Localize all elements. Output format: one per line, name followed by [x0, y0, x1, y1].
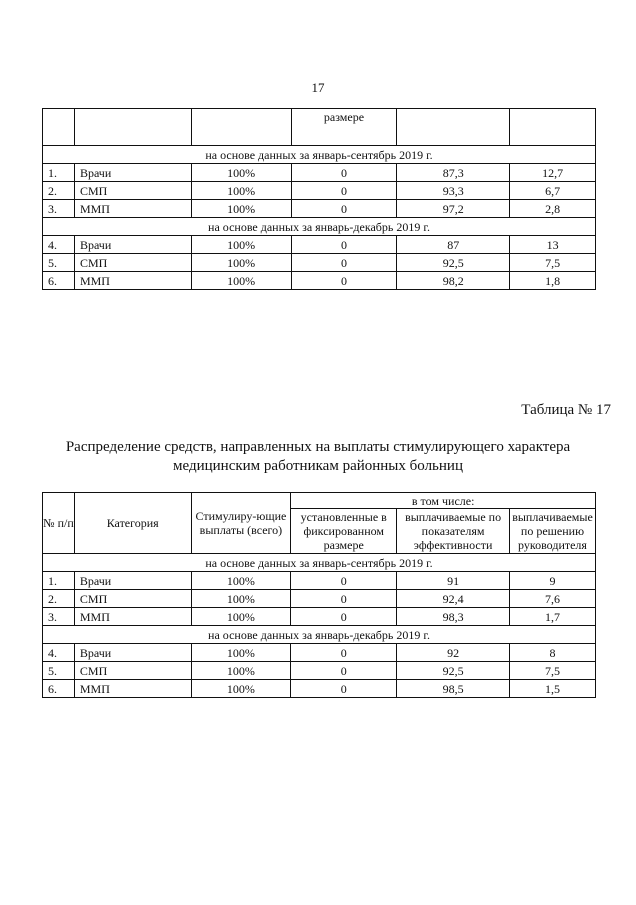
- performance-cell: 91: [397, 572, 510, 590]
- fixed-cell: 0: [291, 164, 397, 182]
- fixed-cell: 0: [291, 662, 397, 680]
- performance-cell: 92,5: [397, 254, 510, 272]
- performance-cell: 92,4: [397, 590, 510, 608]
- category-cell: Врачи: [74, 644, 191, 662]
- total-cell: 100%: [191, 236, 291, 254]
- top-table-header-row: [43, 109, 596, 146]
- total-cell: 100%: [191, 272, 291, 290]
- performance-cell: 92: [397, 644, 510, 662]
- manager-cell: 9: [509, 572, 595, 590]
- table-title: [0, 438, 636, 476]
- header-total: Стимулиру-ющие выплаты (всего): [191, 493, 291, 554]
- total-cell: 100%: [191, 254, 291, 272]
- performance-cell: 97,2: [397, 200, 510, 218]
- manager-cell: 13: [510, 236, 596, 254]
- header-performance: выплачиваемые по показателям эффективности: [397, 509, 510, 554]
- row-number: 2.: [43, 590, 75, 608]
- table-17-header-row-1: [43, 493, 596, 509]
- manager-cell: 1,5: [509, 680, 595, 698]
- manager-cell: 7,6: [509, 590, 595, 608]
- category-cell: Врачи: [74, 572, 191, 590]
- section-title: на основе данных за январь-сентябрь 2019 г.: [43, 554, 596, 572]
- page-number: 17: [311, 80, 325, 95]
- performance-cell: 93,3: [397, 182, 510, 200]
- header-num: № п/п: [43, 493, 75, 554]
- total-cell: 100%: [191, 590, 291, 608]
- manager-cell: 8: [509, 644, 595, 662]
- table-row: [43, 200, 596, 218]
- table-row: [43, 254, 596, 272]
- section-row: [43, 218, 596, 236]
- manager-cell: 2,8: [510, 200, 596, 218]
- table-row: [43, 644, 596, 662]
- table-row: [43, 164, 596, 182]
- performance-cell: 92,5: [397, 662, 510, 680]
- section-title: на основе данных за январь-декабрь 2019 г.: [43, 626, 596, 644]
- row-number: 4.: [43, 236, 75, 254]
- row-number: 6.: [43, 680, 75, 698]
- total-cell: 100%: [191, 662, 291, 680]
- fixed-cell: 0: [291, 608, 397, 626]
- performance-cell: 98,5: [397, 680, 510, 698]
- fixed-cell: 0: [291, 272, 397, 290]
- table-row: [43, 662, 596, 680]
- total-cell: 100%: [191, 572, 291, 590]
- header-category: Категория: [74, 493, 191, 554]
- manager-cell: 7,5: [509, 662, 595, 680]
- category-cell: ММП: [74, 680, 191, 698]
- section-row: [43, 626, 596, 644]
- fixed-cell: 0: [291, 236, 397, 254]
- total-cell: 100%: [191, 182, 291, 200]
- fixed-cell: 0: [291, 254, 397, 272]
- category-cell: ММП: [74, 608, 191, 626]
- section-row: [43, 554, 596, 572]
- table-title-line-2: медицинским работникам районных больниц: [173, 458, 463, 474]
- header-fixed: установленные в фиксированном размере: [291, 509, 397, 554]
- row-number: 5.: [43, 662, 75, 680]
- performance-cell: 87: [397, 236, 510, 254]
- row-number: 1.: [43, 164, 75, 182]
- fixed-cell: 0: [291, 200, 397, 218]
- table-row: [43, 236, 596, 254]
- table-row: [43, 680, 596, 698]
- section-row: [43, 146, 596, 164]
- row-number: 5.: [43, 254, 75, 272]
- table-row: [43, 590, 596, 608]
- table-row: [43, 182, 596, 200]
- manager-cell: 6,7: [510, 182, 596, 200]
- category-cell: СМП: [74, 662, 191, 680]
- section-title: на основе данных за январь-сентябрь 2019 г.: [43, 146, 596, 164]
- top-table: [42, 108, 596, 290]
- manager-cell: 1,8: [510, 272, 596, 290]
- row-number: 2.: [43, 182, 75, 200]
- row-number: 4.: [43, 644, 75, 662]
- header-manager: выплачиваемые по решению руководителя: [509, 509, 595, 554]
- table-17: [42, 492, 596, 698]
- section-title: на основе данных за январь-декабрь 2019 г.: [43, 218, 596, 236]
- row-number: 3.: [43, 200, 75, 218]
- fixed-cell: 0: [291, 572, 397, 590]
- category-cell: Врачи: [74, 236, 191, 254]
- table-row: [43, 272, 596, 290]
- fixed-cell: 0: [291, 644, 397, 662]
- total-cell: 100%: [191, 200, 291, 218]
- total-cell: 100%: [191, 680, 291, 698]
- category-cell: ММП: [74, 200, 191, 218]
- row-number: 6.: [43, 272, 75, 290]
- manager-cell: 1,7: [509, 608, 595, 626]
- manager-cell: 12,7: [510, 164, 596, 182]
- total-cell: 100%: [191, 644, 291, 662]
- manager-cell: 7,5: [510, 254, 596, 272]
- table-title-line-1: Распределение средств, направленных на выплаты стимулирующего характера: [65, 439, 571, 455]
- total-cell: 100%: [191, 608, 291, 626]
- total-cell: 100%: [191, 164, 291, 182]
- row-number: 3.: [43, 608, 75, 626]
- table-row: [43, 572, 596, 590]
- fixed-cell: 0: [291, 680, 397, 698]
- fixed-cell: 0: [291, 590, 397, 608]
- performance-cell: 98,2: [397, 272, 510, 290]
- performance-cell: 87,3: [397, 164, 510, 182]
- category-cell: Врачи: [74, 164, 191, 182]
- header-tail: размере: [291, 109, 397, 146]
- category-cell: СМП: [74, 182, 191, 200]
- table-label: Таблица № 17: [521, 402, 611, 418]
- fixed-cell: 0: [291, 182, 397, 200]
- category-cell: СМП: [74, 254, 191, 272]
- category-cell: СМП: [74, 590, 191, 608]
- performance-cell: 98,3: [397, 608, 510, 626]
- row-number: 1.: [43, 572, 75, 590]
- table-row: [43, 608, 596, 626]
- header-including: в том числе:: [291, 493, 596, 509]
- category-cell: ММП: [74, 272, 191, 290]
